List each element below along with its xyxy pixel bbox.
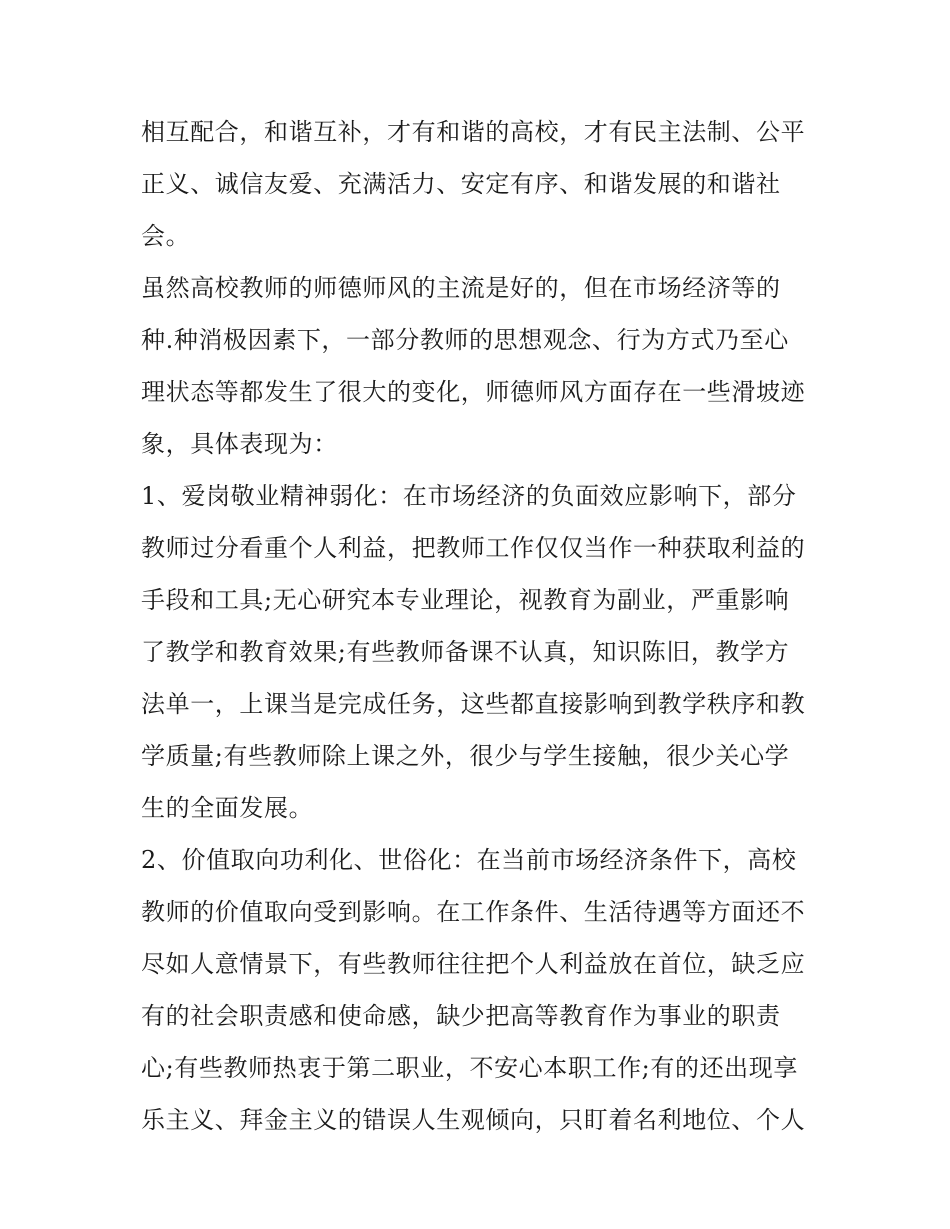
text-line: 手段和工具;无心研究本专业理论，视教育为副业，严重影响 xyxy=(141,586,790,614)
text-line: 生的全面发展。 xyxy=(141,794,314,822)
text-line: 2、价值取向功利化、世俗化：在当前市场经济条件下，高校 xyxy=(141,846,797,874)
text-line: 尽如人意情景下，有些教师往往把个人利益放在首位，缺乏应 xyxy=(141,950,806,978)
text-line: 了教学和教育效果;有些教师备课不认真，知识陈旧，教学方 xyxy=(141,638,790,666)
text-line: 会。 xyxy=(141,222,191,250)
text-line: 法单一，上课当是完成任务，这些都直接影响到教学秩序和教 xyxy=(141,690,806,718)
text-line: 教师的价值取向受到影响。在工作条件、生活待遇等方面还不 xyxy=(141,898,806,926)
text-line: 正义、诚信友爱、充满活力、安定有序、和谐发展的和谐社 xyxy=(141,170,781,198)
text-line: 象，具体表现为： xyxy=(141,430,338,458)
paragraph-point-2 xyxy=(141,834,813,1146)
text-line: 学质量;有些教师除上课之外，很少与学生接触，很少关心学 xyxy=(141,742,790,770)
text-line: 乐主义、拜金主义的错误人生观倾向，只盯着名利地位、个人 xyxy=(141,1106,806,1134)
paragraph-point-1 xyxy=(141,470,813,834)
paragraph-intro xyxy=(141,262,813,470)
text-line: 理状态等都发生了很大的变化，师德师风方面存在一些滑坡迹 xyxy=(141,378,806,406)
text-line: 1、爱岗敬业精神弱化：在市场经济的负面效应影响下，部分 xyxy=(141,482,797,510)
text-line: 心;有些教师热衷于第二职业，不安心本职工作;有的还出现享 xyxy=(141,1054,798,1082)
document-body xyxy=(141,106,813,1146)
text-line: 种.种消极因素下，一部分教师的思想观念、行为方式乃至心 xyxy=(141,326,789,354)
text-line: 有的社会职责感和使命感，缺少把高等教育作为事业的职责 xyxy=(141,1002,781,1030)
text-line: 教师过分看重个人利益，把教师工作仅仅当作一种获取利益的 xyxy=(141,534,806,562)
text-line: 相互配合，和谐互补，才有和谐的高校，才有民主法制、公平 xyxy=(141,118,806,146)
text-line: 虽然高校教师的师德师风的主流是好的，但在市场经济等的 xyxy=(141,274,781,302)
paragraph-harmony xyxy=(141,106,813,262)
